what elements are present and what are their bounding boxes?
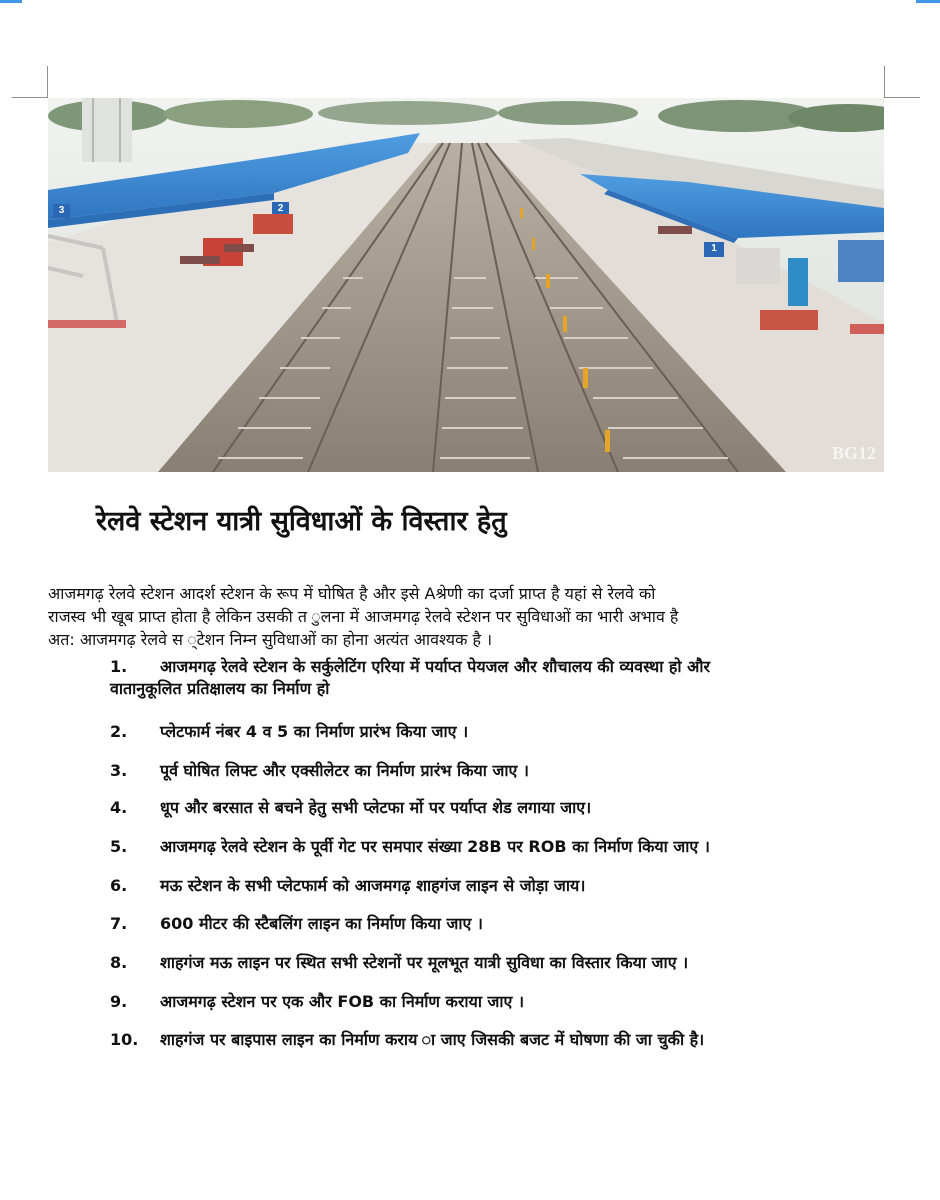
list-item-text: प्लेटफार्म नंबर 4 व 5 का निर्माण प्रारंभ किया जाए ।: [160, 722, 469, 741]
list-item-number: 10.: [110, 1030, 139, 1049]
left-stair-step: [48, 320, 126, 328]
photo-watermark: BG12: [831, 443, 876, 463]
list-item-text: शाहगंज मऊ लाइन पर स्थित सभी स्टेशनों पर मूलभूत यात्री सुविधा का विस्तार किया जाए ।: [160, 953, 689, 972]
crop-mark-right-v: [884, 66, 885, 98]
list-item-text: 600 मीटर की स्टैबलिंग लाइन का निर्माण किया जाए ।: [160, 914, 483, 933]
intro-line: आजमगढ़ रेलवे स्टेशन आदर्श स्टेशन के रूप में घोषित है और इसे Aश्रेणी का दर्जा प्राप्त है यहां से रेलवे को: [48, 584, 656, 603]
list-item-number: 2.: [110, 722, 128, 741]
list-item-text: पूर्व घोषित लिफ्ट और एक्सीलेटर का निर्माण प्रारंभ किया जाए ।: [160, 761, 529, 780]
top-left-accent: [0, 0, 22, 3]
list-item-number: 4.: [110, 798, 128, 817]
intro-line: अत: आजमगढ़ रेलवे स ्टेशन निम्न सुविधाओं का होना अत्यंत आवश्यक है ।: [48, 630, 493, 649]
document-title: रेलवे स्टेशन यात्री सुविधाओं के विस्तार हेतु: [96, 506, 507, 537]
list-item-number: 6.: [110, 876, 128, 895]
platform-number-1: 1: [711, 243, 717, 254]
railway-station-photo: [48, 98, 884, 472]
crop-mark-left-v: [47, 66, 48, 98]
list-item-number: 8.: [110, 953, 128, 972]
list-item-text: आजमगढ़ रेलवे स्टेशन के सर्कुलेटिंग एरिया में पर्याप्त पेयजल और शौचालय की व्यवस्था हो और: [160, 657, 711, 676]
platform-number-3: 3: [58, 205, 65, 216]
left-building-tower: [82, 98, 132, 162]
list-item-text: आजमगढ़ स्टेशन पर एक और FOB का निर्माण कराया जाए ।: [160, 992, 525, 1011]
list-item-number: 9.: [110, 992, 128, 1011]
crop-mark-left-h: [12, 97, 48, 98]
list-item-text-continuation: वातानुकूलित प्रतिक्षालय का निर्माण हो: [110, 679, 330, 698]
intro-line: राजस्व भी खूब प्राप्त होता है लेकिन उसकी त ुलना में आजमगढ़ रेलवे स्टेशन पर सुविधाओं का भारी अभाव है: [48, 607, 679, 626]
list-item-text: धूप और बरसात से बचने हेतु सभी प्लेटफा र्मो पर पर्याप्त शेड लगाया जाए।: [160, 798, 592, 817]
list-item-number: 1.: [110, 657, 128, 676]
list-item-text: शाहगंज पर बाइपास लाइन का निर्माण कराय ा जाए जिसकी बजट में घोषणा की जा चुकी है।: [160, 1030, 705, 1049]
list-item-number: 5.: [110, 837, 128, 856]
platform-number-2: 2: [277, 203, 284, 214]
list-item-text: मऊ स्टेशन के सभी प्लेटफार्म को आजमगढ़ शाहगंज लाइन से जोड़ा जाय।: [160, 876, 586, 895]
list-item-text: आजमगढ़ रेलवे स्टेशन के पूर्वी गेट पर समपार संख्या 28B पर ROB का निर्माण किया जाए ।: [160, 837, 710, 856]
crop-mark-right-h: [884, 97, 920, 98]
railway-station-illustration: [48, 98, 884, 472]
list-item-number: 3.: [110, 761, 128, 780]
intro-paragraph: [48, 582, 868, 651]
top-right-accent: [916, 0, 940, 3]
list-item-number: 7.: [110, 914, 128, 933]
